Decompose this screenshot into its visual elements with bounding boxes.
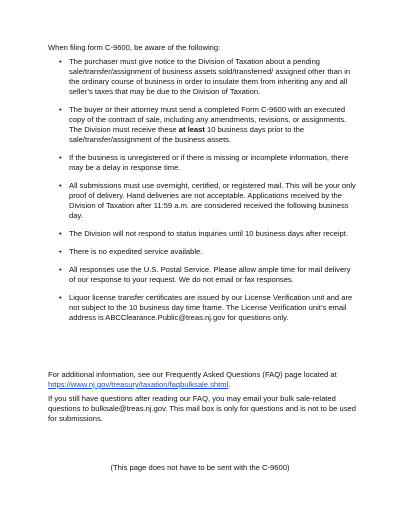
list-item-text: All submissions must use overnight, certified, or registered mail. This will be your only proof of delivery. Hand deliveries are not acceptable. Applications received by the Division of Taxation after 11:59 a.m. are considered received the following business day. [69, 181, 356, 220]
faq-link[interactable]: https://www.nj.gov/treasury/taxation/faqbulksale.shtml [48, 380, 229, 389]
list-item [48, 105, 358, 145]
list-item [48, 229, 358, 239]
bullet-icon: • [59, 181, 62, 190]
list-item-text: The purchaser must give notice to the Division of Taxation about a pending sale/transfer/assignment of business assets sold/transferred/ assigned other than in the ordinary course of business in order to insulate them from inheriting any and all seller’s taxes that may be due to the Division of Taxation. [69, 57, 351, 96]
list-item-text: There is no expedited service available. [69, 247, 203, 256]
list-item-text: All responses use the U.S. Postal Service. Please allow ample time for mail delivery of our response to your request. We do not email or fax responses. [69, 265, 351, 284]
list-item [48, 153, 358, 173]
list-item-text: The buyer or their attorney must send a completed Form C-9600 with an executed copy of the contract of sale, including any amendments, revisions, or assignments. The Division must receive these [69, 105, 347, 134]
bullet-icon: • [59, 293, 62, 302]
list-item-text: The Division will not respond to status inquiries until 10 business days after receipt. [69, 229, 348, 238]
bullet-icon: • [59, 153, 62, 162]
bullet-icon: • [59, 247, 62, 256]
bullet-icon: • [59, 229, 62, 238]
faq-text: For additional information, see our Frequently Asked Questions (FAQ) page located at [48, 370, 337, 379]
list-item [48, 265, 358, 285]
contact-paragraph: If you still have questions after reading our FAQ, you may email your bulk sale-related questions to bulksale@treas.nj.gov. This mail box is only for questions and is not to be used for submissions. [48, 394, 356, 423]
list-item-text-end: 10 business days prior to the sale/transfer/assignment of the business assets. [69, 125, 305, 144]
list-item-text: If the business is unregistered or if there is missing or incomplete information, there may be a delay in response time. [69, 153, 349, 172]
bullet-icon: • [59, 57, 62, 66]
list-item [48, 293, 358, 323]
footer-note: (This page does not have to be sent with the C-9600) [110, 463, 290, 472]
list-item [48, 247, 358, 257]
emphasis-text: at least [178, 125, 205, 134]
faq-paragraph [48, 370, 360, 390]
bullet-icon: • [59, 105, 62, 114]
bullet-icon: • [59, 265, 62, 274]
faq-text-end: . [228, 380, 231, 389]
intro-text: When filing form C-9600, be aware of the following: [48, 43, 221, 52]
list-item [48, 57, 358, 97]
notice-list [48, 57, 358, 331]
list-item-text: Liquor license transfer certificates are issued by our License Verification unit and are not subject to the 10 business day time frame. The License Verification unit’s email address is ABCClearance.Public@treas.nj.gov for questions only. [69, 293, 353, 322]
list-item [48, 181, 358, 221]
